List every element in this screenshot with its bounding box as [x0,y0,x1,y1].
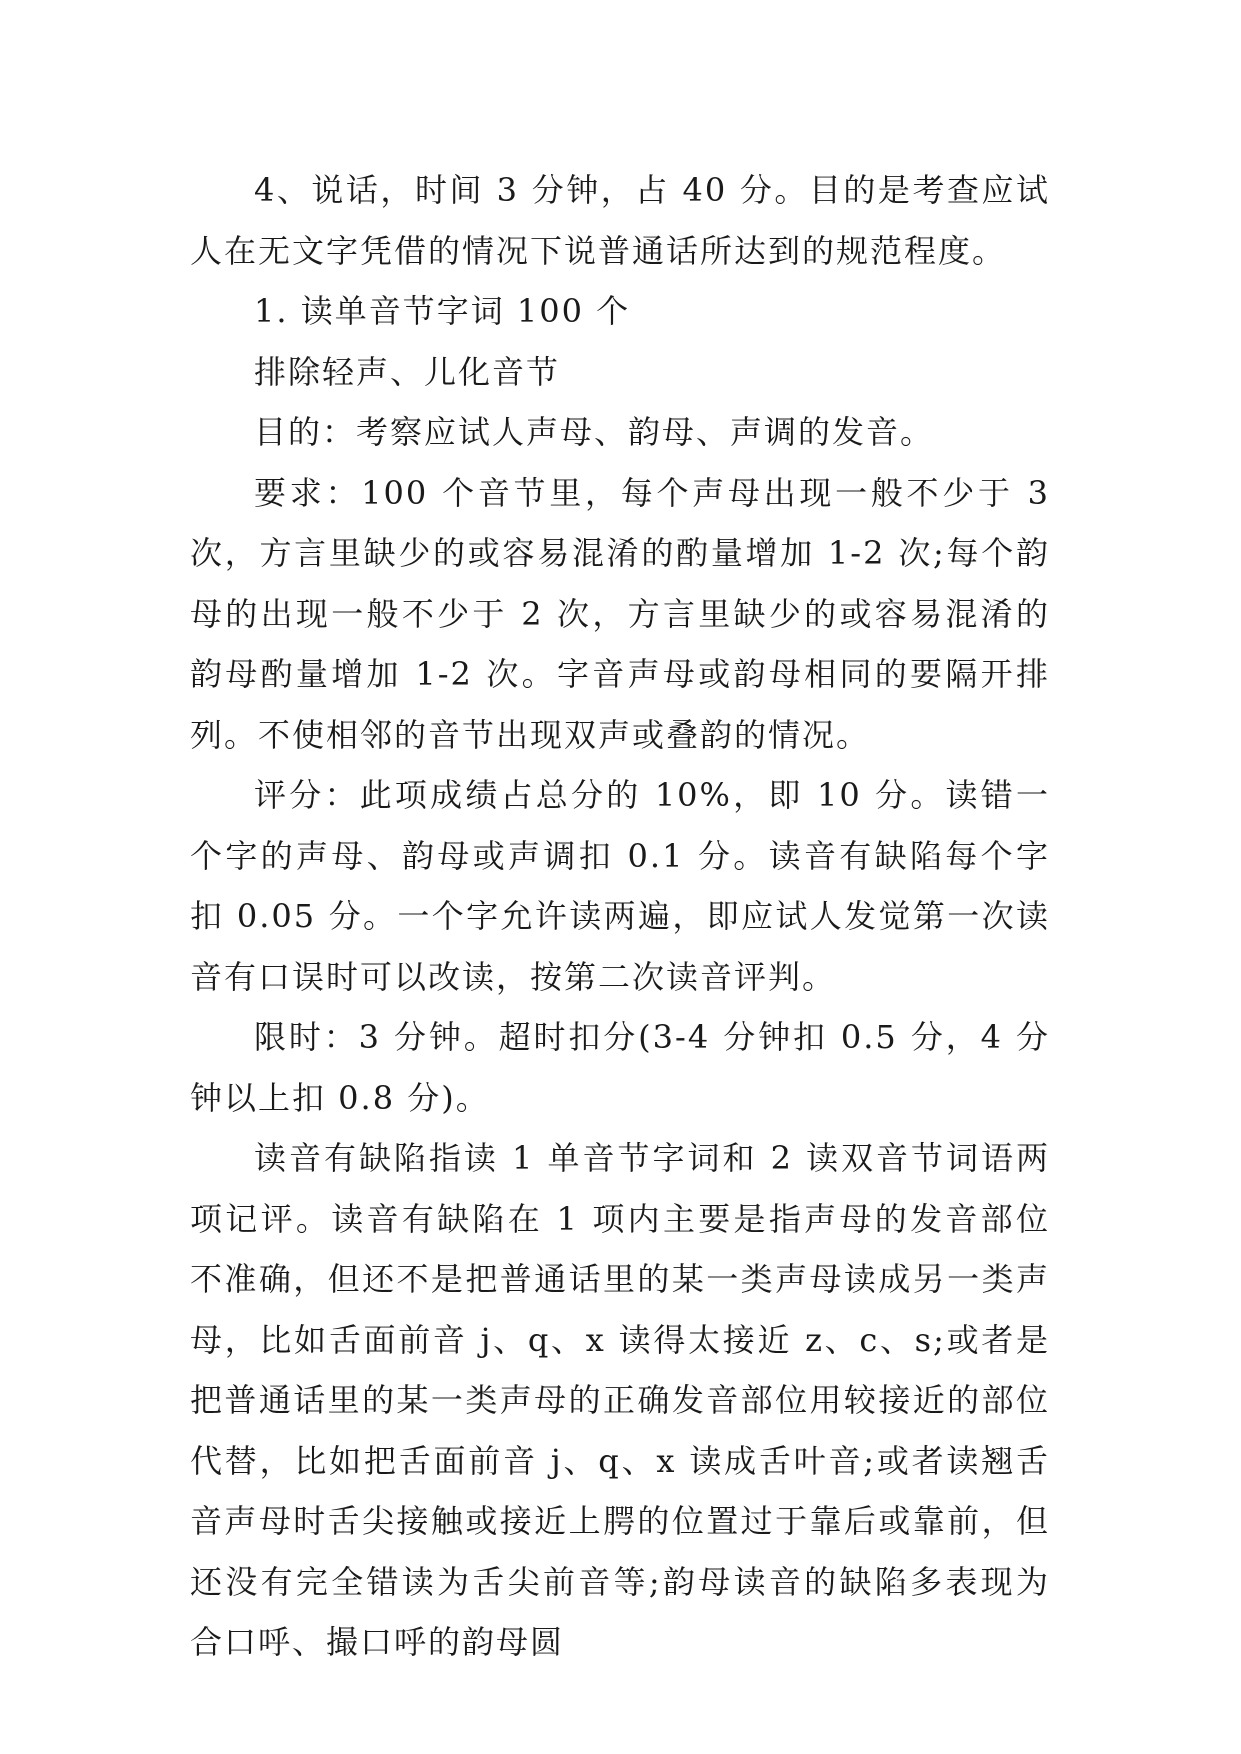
paragraph-time-limit: 限时：3 分钟。超时扣分(3-4 分钟扣 0.5 分，4 分钟以上扣 0.8 分)。 [190,1018,1050,1117]
paragraph-purpose: 目的：考察应试人声母、韵母、声调的发音。 [254,413,935,451]
paragraph-speaking-test: 4、说话，时间 3 分钟，占 40 分。目的是考查应试人在无文字凭借的情况下说普通话所达到的规范程度。 [190,171,1050,270]
paragraph-scoring: 评分：此项成绩占总分的 10%，即 10 分。读错一个字的声母、韵母或声调扣 0.1 分。读音有缺陷每个字扣 0.05 分。一个字允许读两遍，即应试人发觉第一次读音有口误时可以改读，按第二次读音评判。 [190,776,1050,996]
paragraph-pronunciation-defects: 读音有缺陷指读 1 单音节字词和 2 读双音节词语两项记评。读音有缺陷在 1 项内主要是指声母的发音部位不准确，但还不是把普通话里的某一类声母读成另一类声母，比如舌面前音 j、q、x 读得太接近 z、c、s;或者是把普通话里的某一类声母的正确发音部位用较接近的部位代替，比如把舌面前音 j、q、x 读成舌叶音;或者读翘舌音声母时舌尖接触或接近上腭的位置过于靠后或靠前，但还没有完全错读为舌尖前音等;韵母读音的缺陷多表现为合口呼、撮口呼的韵母圆 [190,1139,1050,1661]
paragraph-requirements: 要求：100 个音节里，每个声母出现一般不少于 3 次，方言里缺少的或容易混淆的酌量增加 1-2 次;每个韵母的出现一般不少于 2 次，方言里缺少的或容易混淆的韵母酌量增加 1-2 次。字音声母或韵母相同的要隔开排列。不使相邻的音节出现双声或叠韵的情况。 [190,473,1050,754]
document-body [190,160,1050,1673]
paragraph-section-heading: 1. 读单音节字词 100 个 [254,292,631,330]
paragraph-exclusion: 排除轻声、儿化音节 [254,352,561,391]
